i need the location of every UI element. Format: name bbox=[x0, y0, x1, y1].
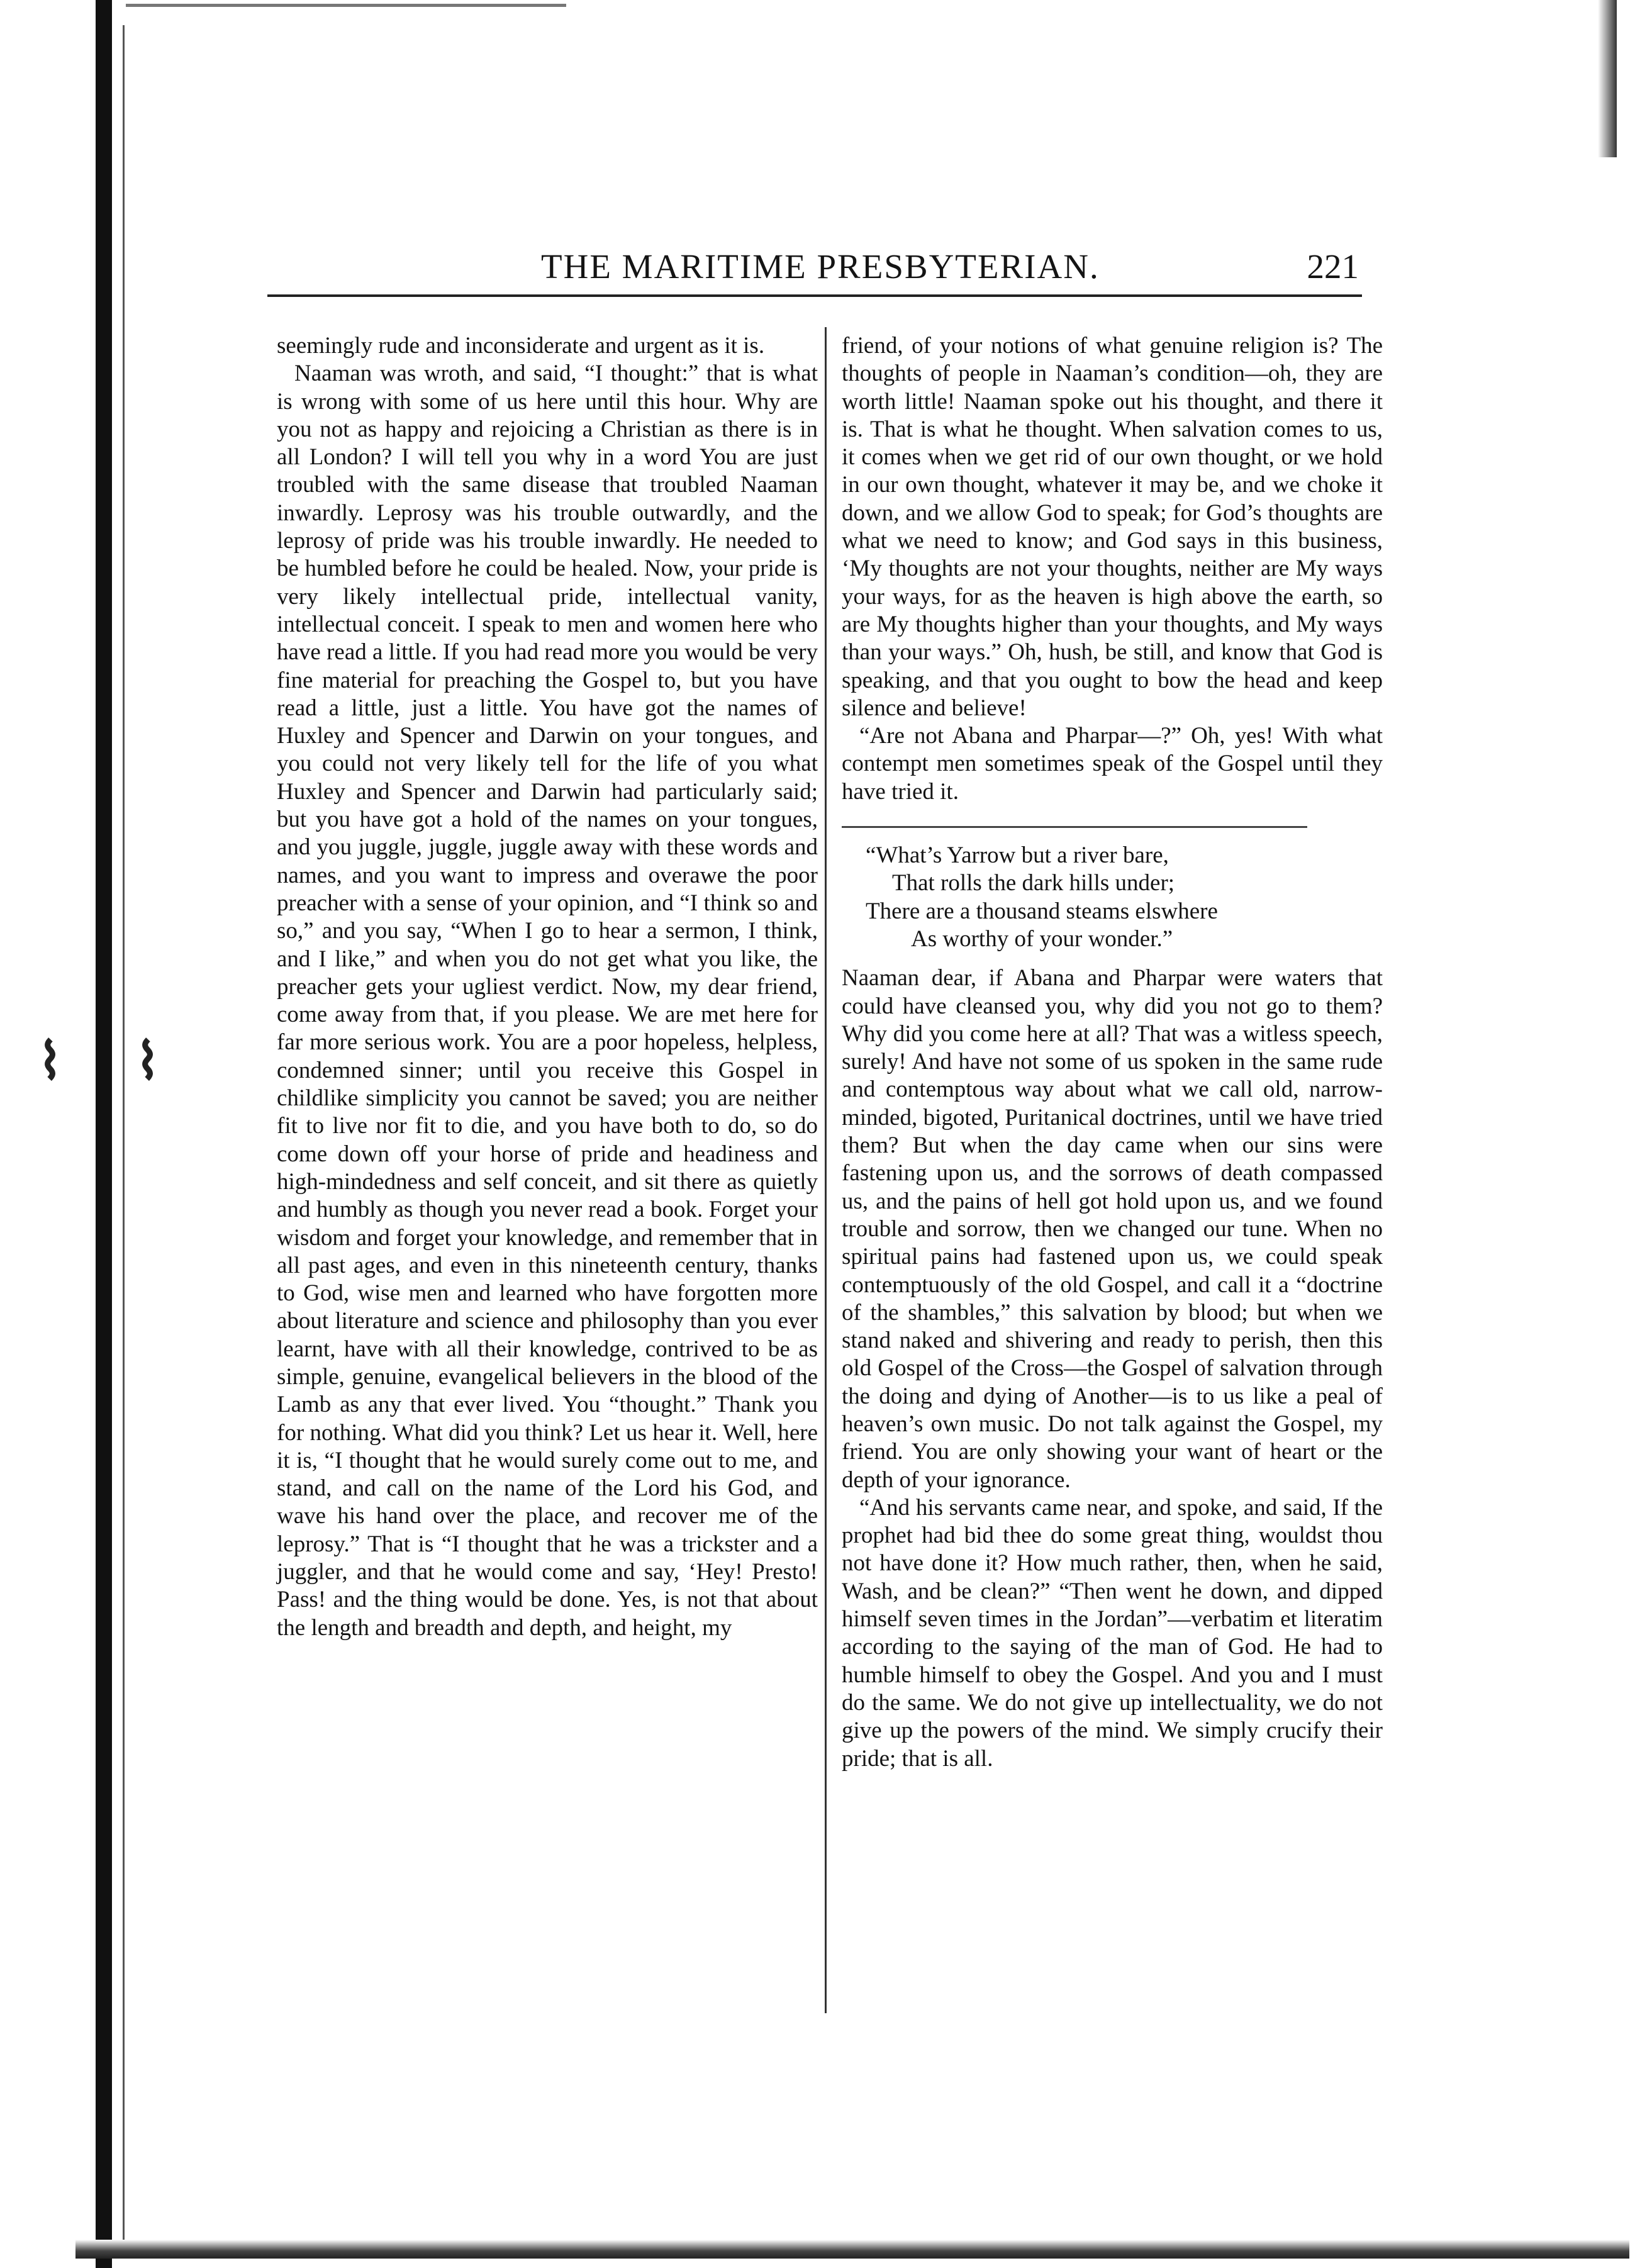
verse-line: As worthy of your wonder.” bbox=[911, 925, 1173, 952]
margin-ink-mark: ⌇ bbox=[135, 1034, 160, 1090]
verse-quote bbox=[842, 826, 1307, 953]
margin-ink-mark: ⌇ bbox=[38, 1034, 63, 1090]
scan-top-smudge bbox=[126, 4, 566, 7]
journal-title: THE MARITIME PRESBYTERIAN. bbox=[541, 247, 1100, 286]
verse-line: That rolls the dark hills under; bbox=[892, 870, 1175, 897]
page-number: 221 bbox=[1307, 247, 1359, 286]
right-column bbox=[842, 332, 1383, 1773]
scan-bottom-smudge bbox=[75, 2240, 1629, 2259]
left-column bbox=[277, 332, 818, 1642]
verse-line: “What’s Yarrow but a river bare, bbox=[866, 842, 1169, 869]
paragraph: “Are not Abana and Pharpar—?” Oh, yes! With what contempt men sometimes speak of the Gospel until they have tried it. bbox=[842, 723, 1383, 805]
scan-edge-shadow bbox=[96, 0, 112, 2268]
paragraph: “And his servants came near, and spoke, and said, If the prophet had bid thee do some great thing, wouldst thou not have done it? How much rather, then, when he said, Wash, and be clean?” “Then went he down, and dipped himself seven times in the Jordan”—verbatim et literatim according to the saying of the man of God. He had to humble himself to obey the Gospel. And you and I must do the same. We do not give up intellectuality, we do not give up the powers of the mind. We simply crucify their pride; that is all. bbox=[842, 1494, 1383, 1772]
paragraph: seemingly rude and inconsiderate and urgent as it is. bbox=[277, 333, 765, 359]
paragraph: Naaman was wroth, and said, “I thought:” that is what is wrong with some of us here until this hour. Why are you not as happy and rejoicing a Christian as there is in all London? I will tell you why in a word You are just troubled with the same disease that troubled Naaman inwardly. Leprosy was his trouble outwardly, and the leprosy of pride was his trouble inwardly. He needed to be humbled before he could be healed. Now, your pride is very likely intellectual pride, intellectual vanity, intellectual conceit. I speak to men and women here who have read a little. If you had read more you would be very fine material for preaching the Gospel to, but you have read a little, just a little. You have got the names of Huxley and Spencer and Darwin on your tongues, and you could not very likely tell for the life of you what Huxley and Spencer and Darwin had particularly said; but you have got a hold of the names on your tongues, and you juggle, juggle, juggle away with these words and names, and you want to impress and overawe the poor preacher with a sense of your opinion, and “I think so and so,” and you say, “When I go to hear a sermon, I think, and I like,” and when you do not get what you like, the preacher gets your ugliest verdict. Now, my dear friend, come away from that, if you please. We are met here for far more serious work. You are a poor hopeless, helpless, condemned sinner; until you receive this Gospel in childlike simplicity you cannot be saved; you are neither fit to live nor fit to die, and you have both to do, so do come down off your horse of pride and headiness and high-mindedness and self conceit, and sit there as quietly and humbly as though you never read a book. Forget your wisdom and forget your knowledge, and remember that in all past ages, and even in this nineteenth century, thanks to God, wise men and learned who have forgotten more about literature and science and philosophy than you ever learnt, have with all their knowledge, contrived to be as simple, genuine, evangelical believers in the blood of the Lamb as any that ever lived. You “thought.” Thank you for nothing. What did you think? Let us hear it. Well, here it is, “I thought that he would surely come out to me, and stand, and call on the name of the Lord his God, and wave his hand over the place, and recover me of the leprosy.” That is “I thought that he was a trickster and a juggler, and that he would come and say, ‘Hey! Presto! Pass! and the thing would be done. Yes, is not that about the length and breadth and depth, and height, my bbox=[277, 360, 818, 1641]
paragraph: Naaman dear, if Abana and Pharpar were waters that could have cleansed you, why did you not go to them? Why did you come here at all? That was a witless speech, surely! And have not some of us spoken in the same rude and contemptous way about what we call old, narrow-minded, bigoted, Puritanical doctrines, until we have tried them? But when the day came when our sins were fastening upon us, and the sorrows of death compassed us, and the pains of hell got hold upon us, and we found trouble and sorrow, then we changed our tune. When no spiritual pains had fastened upon us, we could speak contemptuously of the old Gospel, and call it a “doctrine of the shambles,” this salvation by blood; but when we stand naked and shivering and ready to perish, then this old Gospel of the Cross—the Gospel of salvation through the doing and dying of Another—is to us like a peal of heaven’s own music. Do not talk against the Gospel, my friend. You are only showing your want of heart or the depth of your ignorance. bbox=[842, 965, 1383, 1493]
header-rule bbox=[267, 294, 1362, 297]
paragraph: friend, of your notions of what genuine religion is? The thoughts of people in Naaman’s condition—oh, they are worth little! Naaman spoke out his thought, and there it is. That is what he thought. When salvation comes to us, it comes when we get rid of our own thought, or we hold in our own thought, whatever it may be, and we choke it down, and we allow God to speak; for God’s thoughts are what we need to know; and God says in this business, ‘My thoughts are not your thoughts, neither are My ways your ways, for as the heaven is high above the earth, so are My thoughts higher than your thoughts, and My ways than your ways.” Oh, hush, be still, and know that God is speaking, and that you ought to bow the head and keep silence and believe! bbox=[842, 333, 1383, 721]
scan-right-smudge bbox=[1598, 0, 1617, 157]
scan-edge-line bbox=[123, 25, 125, 2240]
column-divider bbox=[825, 327, 827, 2013]
verse-line: There are a thousand steams elswhere bbox=[866, 898, 1218, 924]
